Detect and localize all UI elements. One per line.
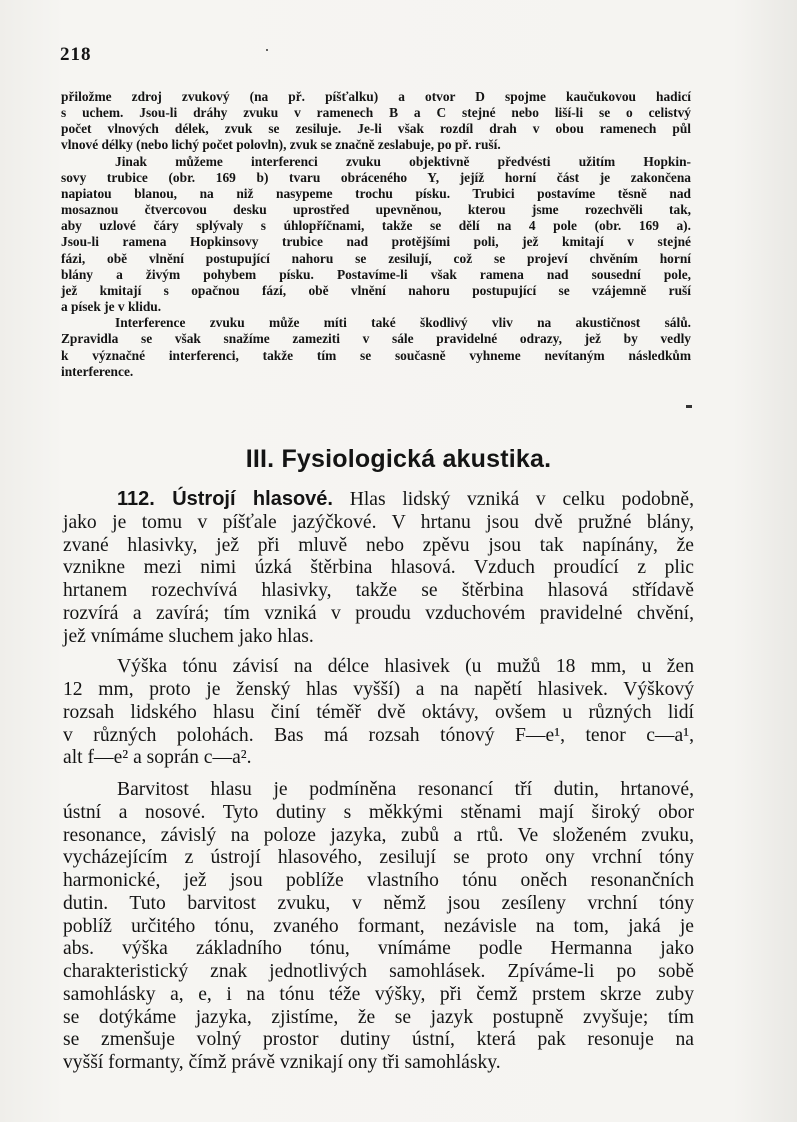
small-print-text: [61, 89, 691, 380]
paragraph-gap: [63, 770, 694, 779]
text-line: poblíž určitého tónu, zvaného formant, nezávisle na tom, jaká je: [63, 915, 694, 937]
text-line: resonance, závislý na poloze jazyka, zubů a rtů. Ve složeném zvuku,: [63, 824, 694, 846]
text-line: se zmenšuje volný prostor dutiny ústní, která pak resonuje na: [63, 1029, 694, 1051]
text-line: k význačné interferenci, takže tím se současně vyhneme nevítaným následkům: [61, 347, 691, 363]
text-line: Barvitost hlasu je podmíněna resonancí tří dutin, hrtanové,: [117, 779, 694, 800]
text-line: vznikne mezi nimi úzká štěrbina hlasová. Vzduch proudící z plic: [63, 557, 694, 579]
text-line: Zpravidla se však snažíme zameziti v sále pravidelné odrazy, jež by vedly: [61, 331, 691, 347]
paragraph-gap: [63, 648, 694, 656]
text-line: vlnové délky (nebo lichý počet polovln), zvuk se značně zeslabuje, po př. ruší.: [61, 137, 501, 153]
text-line: počet vlnových délek, zvuk se zesiluje. Je-li však rozdíl drah v obou ramenech půl: [61, 121, 691, 137]
text-line: Jinak můžeme interferenci zvuku objektivně předvésti užitím Hopkin-: [115, 153, 691, 169]
text-line: vycházejícím z ústrojí hlasového, zesilují se proto ony vrchní tóny: [63, 847, 694, 869]
text-line: přiložme zdroj zvukový (na př. píšťalku) a otvor D spojme kaučukovou hadicí: [61, 89, 691, 104]
text-line: ústní a nosové. Tyto dutiny s měkkými stěnami mají široký obor: [63, 801, 694, 823]
text-line: se dotýkáme jazyka, zjistíme, že se jazyk postupně zvyšuje; tím: [63, 1006, 694, 1028]
text-line: fázi, obě vlnění postupující nahoru se zesilují, což se projeví chvěním horní: [61, 250, 691, 266]
text-line: hrtanem rozechvívá hlasivky, takže se štěrbina hlasová střídavě: [63, 580, 694, 601]
text-line: v různých polohách. Bas má rozsah tónový F—e¹, tenor c—a¹,: [63, 724, 694, 746]
text-line: Jsou-li ramena Hopkinsovy trubice nad protějšími poli, jež kmitají v stejné: [61, 234, 691, 250]
text-line: rozsah lidského hlasu činí téměř dvě oktávy, ovšem u různých lidí: [63, 701, 694, 723]
text-line: mosaznou čtvercovou desku uprostřed upevněnou, kterou jsme rozechvěli tak,: [61, 202, 691, 218]
text-line: sovy trubice (obr. 169 b) tvaru obráceného Y, jejíž horní část je zakončena: [61, 169, 691, 185]
text-line: vyšší formanty, čímž právě vznikají ony tři samohlásky.: [63, 1052, 501, 1073]
text-line: harmonické, jež jsou poblíže vlastního tónu oněch resonančních: [63, 870, 694, 891]
text-line: Výška tónu závisí na délce hlasivek (u mužů 18 mm, u žen: [117, 656, 694, 678]
text-line: [63, 488, 694, 512]
text-line: alt f—e² a soprán c—a².: [63, 747, 252, 769]
text-fragment: Hlas lidský vzniká v celku podobně,: [332, 489, 694, 510]
page-number: 218: [60, 44, 92, 65]
paragraph-heading: 112. Ústrojí hlasové.: [117, 488, 333, 510]
speck-mark: [686, 405, 692, 408]
speck-mark: [266, 49, 268, 51]
text-line: a písek je v klidu.: [61, 299, 162, 315]
text-line: jež vnímáme sluchem jako hlas.: [63, 625, 314, 647]
text-line: aby uzlové čáry splývaly s úhlopříčnami, takže se dělí na 4 pole (obr. 169 a).: [61, 218, 691, 234]
text-line: napiatou blanou, na niž nasypeme trochu písku. Trubici postavíme těsně nad: [61, 185, 691, 201]
text-line: charakteristický znak jednotlivých samohlásek. Zpíváme-li po sobě: [63, 961, 694, 982]
text-line: dutin. Tuto barvitost zvuku, v němž jsou zesíleny vrchní tóny: [63, 892, 694, 914]
text-line: 12 mm, proto je ženský hlas vyšší) a na napětí hlasivek. Výškový: [63, 679, 694, 700]
text-line: abs. výška základního tónu, vnímáme podle Hermanna jako: [63, 938, 694, 960]
section-title: III. Fysiologická akustika.: [245, 445, 552, 473]
text-line: samohlásky a, e, i na tónu téže výšky, při čemž prstem skrze zuby: [63, 983, 694, 1005]
text-line: jako je tomu v píšťale jazýčkové. V hrtanu jsou dvě pružné blány,: [63, 511, 694, 533]
text-line: s uchem. Jsou-li dráhy zvuku v ramenech B a C stejné nebo liší-li se o celistvý: [61, 105, 691, 121]
body-text: [63, 488, 694, 1075]
text-line: rozvírá a zavírá; tím vzniká v proudu vzduchovém pravidelné chvění,: [63, 602, 694, 624]
text-line: zvané hlasivky, jež při mluvě nebo zpěvu jsou tak napínány, že: [63, 534, 694, 556]
text-line: blány a živým pohybem písku. Postavíme-li však ramena nad sousední pole,: [61, 266, 691, 282]
text-line: jež kmitají s opačnou fází, obě vlnění nahoru postupující se vzájemně ruší: [61, 282, 691, 298]
text-line: interference.: [61, 363, 134, 379]
text-line: Interference zvuku může míti také škodlivý vliv na akustičnost sálů.: [115, 315, 691, 331]
